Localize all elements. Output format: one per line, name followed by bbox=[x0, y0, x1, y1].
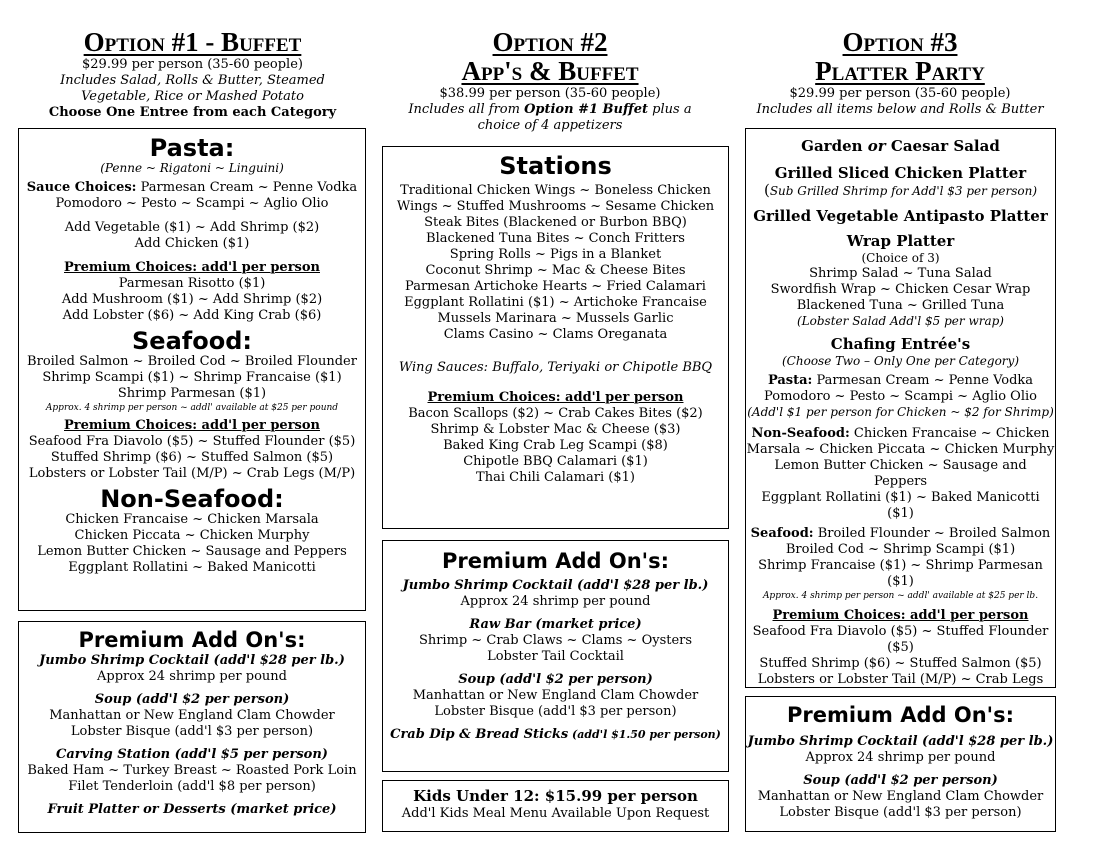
soup-1: Manhattan or New England Clam Chowder bbox=[49, 708, 335, 723]
soup3-1: Manhattan or New England Clam Chowder bbox=[757, 789, 1044, 804]
jumbo-shrimp-sub-2: Approx 24 shrimp per pound bbox=[460, 594, 651, 609]
wrap-note: (Lobster Salad Add'l $5 per wrap) bbox=[797, 314, 1004, 328]
pasta-premium-2: Add Mushroom ($1) ~ Add Shrimp ($2) bbox=[61, 292, 323, 307]
seafood-3: Shrimp Parmesan ($1) bbox=[117, 386, 267, 401]
pasta-premium-3: Add Lobster ($6) ~ Add King Crab ($6) bbox=[62, 308, 322, 323]
fruit-desserts: Fruit Platter or Desserts (market price) bbox=[47, 802, 337, 817]
pasta-types: (Penne ~ Rigatoni ~ Linguini) bbox=[100, 161, 284, 175]
stations-premium-heading: Premium Choices: add'l per person bbox=[427, 390, 684, 405]
pasta-premium-heading: Premium Choices: add'l per person bbox=[64, 260, 320, 275]
chafing-ns-1: Chicken Francaise ~ Chicken bbox=[849, 426, 1050, 441]
wrap-3: Blackened Tuna ~ Grilled Tuna bbox=[796, 298, 1005, 313]
station-2: Wings ~ Stuffed Mushrooms ~ Sesame Chicken bbox=[396, 199, 715, 214]
chafing-heading: Chafing Entrée's bbox=[830, 335, 971, 353]
option2-subtitle: App's & Buffet bbox=[461, 56, 639, 86]
stations-premium-2: Shrimp & Lobster Mac & Cheese ($3) bbox=[430, 422, 681, 437]
option1-menu-box bbox=[18, 128, 366, 611]
option3-title: Option #3 bbox=[842, 27, 958, 57]
carving-heading: Carving Station (add'l $5 per person) bbox=[56, 747, 328, 762]
crab-dip-name: Crab Dip & Bread Sticks bbox=[390, 727, 569, 742]
soup2-heading: Soup (add'l $2 per person) bbox=[458, 672, 653, 687]
kids-heading: Kids Under 12: $15.99 per person bbox=[413, 787, 698, 805]
option1-choose: Choose One Entree from each Category bbox=[48, 105, 337, 120]
inc-a: Includes all from bbox=[408, 102, 525, 117]
chafing-nonseafood bbox=[746, 426, 1055, 442]
station-7: Parmesan Artichoke Hearts ~ Fried Calamari bbox=[405, 279, 706, 294]
option1-includes-1: Includes Salad, Rolls & Butter, Steamed bbox=[60, 73, 325, 88]
chafing-sea-2: Broiled Cod ~ Shrimp Scampi ($1) bbox=[785, 542, 1016, 557]
stations-box bbox=[382, 146, 729, 529]
chafing-premium-3: Lobsters or Lobster Tail (M/P) ~ Crab Legs bbox=[757, 672, 1044, 687]
carving-2: Filet Tenderloin (add'l $8 per person) bbox=[68, 779, 316, 794]
raw-bar-1: Shrimp ~ Crab Claws ~ Clams ~ Oysters bbox=[418, 633, 693, 648]
salad bbox=[746, 137, 1055, 156]
jumbo-shrimp: Jumbo Shrimp Cocktail (add'l $28 per lb.) bbox=[39, 653, 345, 668]
addons-heading: Premium Add On's: bbox=[78, 628, 306, 652]
jumbo-shrimp-sub-3: Approx 24 shrimp per pound bbox=[805, 750, 996, 765]
soup2-2: Lobster Bisque (add'l $3 per person) bbox=[434, 704, 677, 719]
option1-header bbox=[20, 28, 365, 121]
nonseafood-2: Chicken Piccata ~ Chicken Murphy bbox=[74, 528, 310, 543]
sauce-list-1: Parmesan Cream ~ Penne Vodka bbox=[136, 180, 358, 195]
station-9: Mussels Marinara ~ Mussels Garlic bbox=[437, 311, 674, 326]
salad-a: Garden bbox=[801, 137, 868, 155]
crab-dip-price: (add'l $1.50 per person) bbox=[568, 728, 721, 741]
sauce-list-2: Pomodoro ~ Pesto ~ Scampi ~ Aglio Olio bbox=[55, 196, 329, 211]
chafing-premium-2: Stuffed Shrimp ($6) ~ Stuffed Salmon ($5) bbox=[759, 656, 1042, 671]
option3-header bbox=[745, 28, 1055, 118]
stations-premium-3: Baked King Crab Leg Scampi ($8) bbox=[443, 438, 668, 453]
station-5: Spring Rolls ~ Pigs in a Blanket bbox=[449, 247, 662, 262]
chafing-pasta-note: (Add'l $1 per person for Chicken ~ $2 for Shrimp) bbox=[747, 405, 1054, 419]
chafing-pasta-2: Pomodoro ~ Pesto ~ Scampi ~ Aglio Olio bbox=[764, 389, 1037, 404]
option1-includes-2: Vegetable, Rice or Mashed Potato bbox=[81, 89, 304, 104]
chafing-premium-1: Seafood Fra Diavolo ($5) ~ Stuffed Flounder ($5) bbox=[752, 624, 1049, 655]
soup3-2: Lobster Bisque (add'l $3 per person) bbox=[779, 805, 1022, 820]
crab-dip bbox=[383, 726, 728, 743]
chicken-sub-paren: ( bbox=[763, 181, 770, 199]
option1-addons-box bbox=[18, 621, 366, 833]
wrap-platter: Wrap Platter bbox=[846, 232, 955, 250]
seafood-premium-1: Seafood Fra Diavolo ($5) ~ Stuffed Flounder ($5) bbox=[28, 434, 356, 449]
seafood-premium-heading: Premium Choices: add'l per person bbox=[64, 418, 320, 433]
kids-sub: Add'l Kids Meal Menu Available Upon Request bbox=[401, 806, 710, 821]
jumbo-shrimp-sub: Approx 24 shrimp per pound bbox=[97, 669, 287, 684]
inc-c: plus a bbox=[648, 102, 692, 117]
seafood-1: Broiled Salmon ~ Broiled Cod ~ Broiled Flounder bbox=[27, 354, 357, 369]
chafing-pasta-1: Parmesan Cream ~ Penne Vodka bbox=[812, 373, 1034, 388]
raw-bar-2: Lobster Tail Cocktail bbox=[487, 649, 624, 664]
chicken-sub-text: Sub Grilled Shrimp for Add'l $3 per person) bbox=[769, 184, 1038, 198]
soup-heading: Soup (add'l $2 per person) bbox=[94, 692, 290, 707]
pasta-heading: Pasta: bbox=[149, 134, 235, 162]
chafing-premium-heading: Premium Choices: add'l per person bbox=[772, 608, 1029, 623]
station-8: Eggplant Rollatini ($1) ~ Artichoke Francaise bbox=[404, 295, 707, 310]
chicken-platter: Grilled Sliced Chicken Platter bbox=[774, 164, 1027, 182]
option3-addons-box bbox=[745, 696, 1056, 832]
veg-platter: Grilled Vegetable Antipasto Platter bbox=[753, 207, 1048, 225]
stations-premium-4: Chipotle BBQ Calamari ($1) bbox=[463, 454, 648, 469]
seafood-2: Shrimp Scampi ($1) ~ Shrimp Francaise ($1) bbox=[42, 370, 342, 385]
soup-2: Lobster Bisque (add'l $3 per person) bbox=[70, 724, 314, 739]
station-4: Blackened Tuna Bites ~ Conch Fritters bbox=[426, 231, 685, 246]
chafing-sea-3: Shrimp Francaise ($1) ~ Shrimp Parmesan ($1) bbox=[758, 558, 1043, 589]
sauce-choices bbox=[19, 180, 365, 196]
station-1: Traditional Chicken Wings ~ Boneless Chicken bbox=[400, 183, 711, 198]
option2-header bbox=[380, 28, 720, 134]
option2-addons-box bbox=[382, 540, 729, 772]
addons3-heading: Premium Add On's: bbox=[787, 703, 1014, 727]
seafood-note: Approx. 4 shrimp per person ~ addl' available at $25 per pound bbox=[45, 403, 339, 413]
chafing-ns-4: Eggplant Rollatini ($1) ~ Baked Manicotti ($1) bbox=[761, 490, 1040, 521]
wrap-1: Shrimp Salad ~ Tuna Salad bbox=[809, 266, 992, 281]
station-10: Clams Casino ~ Clams Oreganata bbox=[443, 327, 668, 342]
chafing-sea-1: Broiled Flounder ~ Broiled Salmon bbox=[813, 526, 1051, 541]
station-3: Steak Bites (Blackened or Burbon BBQ) bbox=[424, 215, 687, 230]
jumbo-shrimp-2: Jumbo Shrimp Cocktail (add'l $28 per lb.) bbox=[402, 578, 709, 593]
chafing-seafood bbox=[746, 526, 1055, 542]
option1-title: Option #1 - Buffet bbox=[83, 27, 302, 57]
option3-price: $29.99 per person (35-60 people) bbox=[789, 86, 1011, 101]
carving-1: Baked Ham ~ Turkey Breast ~ Roasted Pork Loin bbox=[27, 763, 357, 778]
chafing-nonsea-label: Non-Seafood: bbox=[751, 426, 850, 441]
seafood-premium-2: Stuffed Shrimp ($6) ~ Stuffed Salmon ($5) bbox=[50, 450, 334, 465]
pasta-add-1: Add Vegetable ($1) ~ Add Shrimp ($2) bbox=[64, 220, 320, 235]
option2-includes-2: choice of 4 appetizers bbox=[477, 118, 623, 133]
nonseafood-3: Lemon Butter Chicken ~ Sausage and Peppers bbox=[37, 544, 347, 559]
sauce-label: Sauce Choices: bbox=[26, 180, 137, 195]
kids-box bbox=[382, 780, 729, 832]
stations-premium-5: Thai Chili Calamari ($1) bbox=[476, 470, 635, 485]
pasta-add-2: Add Chicken ($1) bbox=[134, 236, 250, 251]
wrap-2: Swordfish Wrap ~ Chicken Cesar Wrap bbox=[770, 282, 1031, 297]
stations-heading: Stations bbox=[499, 152, 612, 180]
wing-sauces: Wing Sauces: Buffalo, Teriyaki or Chipotle BBQ bbox=[398, 360, 713, 375]
option2-price: $38.99 per person (35-60 people) bbox=[439, 86, 661, 101]
soup2-1: Manhattan or New England Clam Chowder bbox=[412, 688, 699, 703]
stations-premium-1: Bacon Scallops ($2) ~ Crab Cakes Bites ($2) bbox=[408, 406, 703, 421]
option2-title: Option #2 bbox=[492, 27, 608, 57]
seafood-premium-3: Lobsters or Lobster Tail (M/P) ~ Crab Legs (M/P) bbox=[28, 466, 356, 481]
chafing-pasta-label: Pasta: bbox=[767, 373, 813, 388]
salad-or: or bbox=[867, 137, 886, 155]
chafing-sea-label: Seafood: bbox=[750, 526, 814, 541]
chafing-sub: (Choose Two – Only One per Category) bbox=[782, 354, 1019, 368]
jumbo-shrimp-3: Jumbo Shrimp Cocktail (add'l $28 per lb.) bbox=[747, 734, 1054, 749]
chicken-sub bbox=[746, 183, 1055, 199]
addons2-heading: Premium Add On's: bbox=[442, 549, 669, 573]
option3-menu-box bbox=[745, 128, 1056, 688]
inc-b: Option #1 Buffet bbox=[524, 102, 649, 117]
salad-c: Caesar Salad bbox=[885, 137, 1000, 155]
chafing-ns-3: Lemon Butter Chicken ~ Sausage and Peppers bbox=[774, 458, 1027, 489]
option3-includes: Includes all items below and Rolls & Butter bbox=[756, 102, 1044, 117]
option1-price: $29.99 per person (35-60 people) bbox=[82, 57, 303, 72]
nonseafood-4: Eggplant Rollatini ~ Baked Manicotti bbox=[68, 560, 316, 575]
raw-bar: Raw Bar (market price) bbox=[469, 617, 642, 632]
chafing-ns-2: Marsala ~ Chicken Piccata ~ Chicken Murphy bbox=[746, 442, 1055, 457]
nonseafood-1: Chicken Francaise ~ Chicken Marsala bbox=[65, 512, 319, 527]
option3-subtitle: Platter Party bbox=[815, 56, 985, 86]
station-6: Coconut Shrimp ~ Mac & Cheese Bites bbox=[425, 263, 686, 278]
chafing-pasta bbox=[746, 373, 1055, 389]
wrap-choice: (Choice of 3) bbox=[861, 251, 940, 265]
nonseafood-heading: Non-Seafood: bbox=[100, 485, 284, 513]
pasta-premium-1: Parmesan Risotto ($1) bbox=[118, 276, 266, 291]
seafood-heading: Seafood: bbox=[132, 327, 252, 355]
chafing-sea-note: Approx. 4 shrimp per person ~ addl' available at $25 per lb. bbox=[762, 591, 1039, 601]
option2-includes bbox=[380, 102, 720, 118]
soup3-heading: Soup (add'l $2 per person) bbox=[803, 773, 998, 788]
